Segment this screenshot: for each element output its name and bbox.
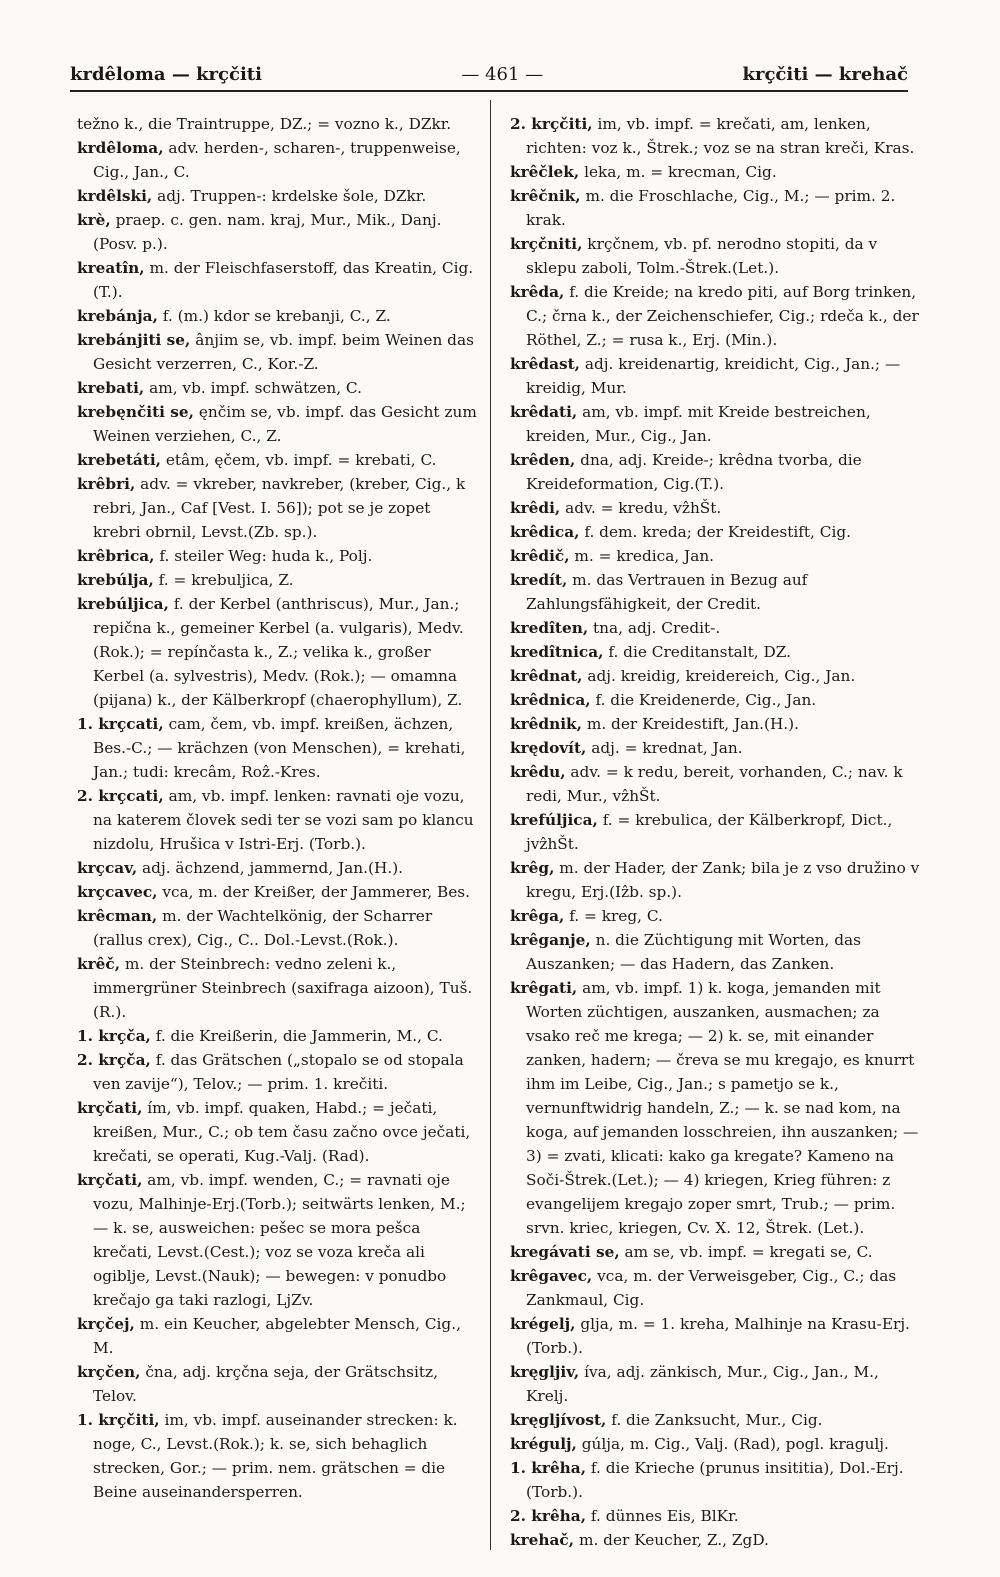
headword: krędovít,	[510, 739, 587, 757]
entry-definition: f. die Zanksucht, Mur., Cig.	[611, 1411, 823, 1429]
headword: krebúlja,	[77, 571, 154, 589]
dictionary-entry	[510, 1240, 920, 1264]
entry-definition: am, vb. impf. 1) k. koga, jemanden mit Worten züchtigen, auszanken, ausmachen; za vsako reč me krega; — 2) k. se, mit einander zanken, hadern; — čreva se mu kregajo, es knurrt ihm im Leibe, Cig., Jan.; s pametjo se k., vernunftwidrig handeln, Z.; — k. se nad kom, na koga, auf jemanden losschreien, ihn auszanken; — 3) = zvati, klicati: kako ga kregate? Kameno na Soči-Štrek.(Let.); — 4) kriegen, Krieg führen: z evangelijem kregajo zoper smrt, Trub.; — prim. srvn. kriec, kriegen, Cv. X. 12, Štrek. (Let.).	[526, 979, 919, 1237]
dictionary-entry	[77, 208, 482, 256]
dictionary-entry	[510, 544, 920, 568]
dictionary-entry	[77, 1408, 482, 1504]
entry-definition: f. der Kerbel (anthriscus), Mur., Jan.; repična k., gemeiner Kerbel (a. vulgaris), Medv.(Rok.); = repínčasta k., Z.; velika k., großer Kerbel (a. sylvestris), Medv. (Rok.); — omamna (pijana) k., der Kälberkropf (chaerophyllum), Z.	[93, 595, 464, 709]
dictionary-entry	[77, 184, 482, 208]
dictionary-entry	[510, 808, 920, 856]
entry-definition: f. die Kreißerin, die Jammerin, M., C.	[155, 1027, 443, 1045]
entry-definition: m. das Vertrauen in Bezug auf Zahlungsfähigkeit, der Credit.	[526, 571, 808, 613]
dictionary-entry	[510, 1504, 920, 1528]
dictionary-entry	[77, 712, 482, 784]
headword: krêden,	[510, 451, 576, 469]
dictionary-entry	[510, 232, 920, 280]
dictionary-entry	[510, 928, 920, 976]
entry-definition: am, vb. impf. schwätzen, C.	[149, 379, 362, 397]
dictionary-entry	[77, 544, 482, 568]
dictionary-entry	[510, 760, 920, 808]
dictionary-entry	[510, 1456, 920, 1504]
entry-definition: tna, adj. Credit-.	[593, 619, 721, 637]
page-number: — 461 —	[461, 63, 544, 85]
entry-definition: adv. = kredu, vẑhŠt.	[565, 499, 722, 517]
dictionary-entry	[510, 1528, 920, 1552]
entry-definition: adj. = krednat, Jan.	[591, 739, 743, 757]
headword: krebetáti,	[77, 451, 161, 469]
dictionary-entry	[77, 1360, 482, 1408]
headword: krehač,	[510, 1531, 575, 1549]
dictionary-entry	[510, 160, 920, 184]
headword: 1. krçcati,	[77, 715, 164, 733]
dictionary-entry	[77, 784, 482, 856]
headword: kredîtnica,	[510, 643, 604, 661]
dictionary-entry	[77, 592, 482, 712]
dictionary-entry	[77, 472, 482, 544]
entry-definition: íva, adj. zänkisch, Mur., Cig., Jan., M., Krelj.	[526, 1363, 879, 1405]
dictionary-entry	[510, 448, 920, 496]
entry-definition: f. die Kreide; na kredo piti, auf Borg trinken, C.; črna k., der Zeichenschiefer, Cig.; rdeča k., der Röthel, Z.; = rusa k., Erj. (Min.).	[526, 283, 919, 349]
entry-definition: f. steiler Weg: huda k., Polj.	[159, 547, 373, 565]
dictionary-entry	[77, 136, 482, 184]
entry-definition: m. der Kreidestift, Jan.(H.).	[586, 715, 799, 733]
entry-definition: am, vb. impf. mit Kreide bestreichen, kreiden, Mur., Cig., Jan.	[526, 403, 871, 445]
entry-definition: m. der Fleischfaserstoff, das Kreatin, Cig. (T.).	[93, 259, 474, 301]
headword: krêbri,	[77, 475, 136, 493]
headword: krêg,	[510, 859, 555, 877]
headword: kreatîn,	[77, 259, 145, 277]
headword: krçčej,	[77, 1315, 135, 1333]
entry-definition: glja, m. = 1. kreha, Malhinje na Krasu-Erj. (Torb.).	[526, 1315, 910, 1357]
headword: krêdati,	[510, 403, 578, 421]
headword: krçčati,	[77, 1099, 143, 1117]
entry-definition: am, vb. impf. wenden, C.; = ravnati oje vozu, Malhinje-Erj.(Torb.); seitwärts lenken, M.; — k. se, ausweichen: pešec se mora pešca krečati, Levst.(Cest.); voz se voza kreča ali ogiblje, Levst.(Nauk); — bewegen: v ponudbo krečajo ga taki razlogi, LjZv.	[93, 1171, 466, 1309]
dictionary-entry	[510, 736, 920, 760]
dictionary-entry	[510, 616, 920, 640]
entry-definition: adj. ächzend, jammernd, Jan.(H.).	[142, 859, 404, 877]
headword: 2. krçča,	[77, 1051, 151, 1069]
headword: krçcavec,	[77, 883, 158, 901]
headword: krebánjiti se,	[77, 331, 191, 349]
dictionary-entry	[510, 1264, 920, 1312]
left-running-head: krdêloma — krçčiti	[70, 63, 262, 85]
entry-definition: ęnčim se, vb. impf. das Gesicht zum Weinen verziehen, C., Z.	[93, 403, 477, 445]
right-running-head: krçčiti — krehač	[742, 63, 908, 85]
headword: kręgljiv,	[510, 1363, 580, 1381]
dictionary-entry	[77, 904, 482, 952]
entry-definition: f. die Kreidenerde, Cig., Jan.	[595, 691, 817, 709]
headword: krebęnčiti se,	[77, 403, 194, 421]
dictionary-entry	[510, 856, 920, 904]
headword: krdêlski,	[77, 187, 153, 205]
headword: krêdast,	[510, 355, 581, 373]
dictionary-entry	[77, 1024, 482, 1048]
headword: kredîten,	[510, 619, 589, 637]
entry-definition: m. die Froschlache, Cig., M.; — prim. 2. krak.	[526, 187, 896, 229]
entry-definition: f. das Grätschen („stopalo se od stopala ven zavije“), Telov.; — prim. 1. krečiti.	[93, 1051, 464, 1093]
entry-definition: čna, adj. krçčna seja, der Grätschsitz, Telov.	[93, 1363, 438, 1405]
dictionary-entry	[510, 520, 920, 544]
dictionary-entry	[510, 904, 920, 928]
dictionary-entry	[510, 352, 920, 400]
dictionary-entry	[77, 856, 482, 880]
dictionary-entry	[77, 1312, 482, 1360]
headword: krdêloma,	[77, 139, 164, 157]
headword: 1. krçčiti,	[77, 1411, 160, 1429]
headword: krebúljica,	[77, 595, 169, 613]
entry-definition: f. die Krieche (prunus insititia), Dol.-Erj.(Torb.).	[526, 1459, 904, 1501]
entry-definition: adv. = k redu, bereit, vorhanden, C.; nav. k redi, Mur., vẑhŠt.	[526, 763, 903, 805]
entry-definition: f. = kreg, C.	[569, 907, 663, 925]
headword: krefúljica,	[510, 811, 598, 829]
headword: krçcav,	[77, 859, 138, 877]
running-header	[70, 58, 908, 92]
dictionary-entry	[77, 880, 482, 904]
entry-definition: ím, vb. impf. quaken, Habd.; = ječati, kreißen, Mur., C.; ob tem času začno ovce ječati, krečati, se operati, Kug.-Valj. (Rad).	[93, 1099, 471, 1165]
headword: 2. krêha,	[510, 1507, 587, 1525]
entry-definition: cam, čem, vb. impf. kreißen, ächzen, Bes.-C.; — krächzen (von Menschen), = krehati, Jan.; tudi: krecâm, Roẑ.-Kres.	[93, 715, 466, 781]
dictionary-entry	[510, 688, 920, 712]
entry-definition: gúlja, m. Cig., Valj. (Rad), pogl. kragulj.	[581, 1435, 889, 1453]
dictionary-entry	[510, 496, 920, 520]
entry-definition: im, vb. impf. auseinander strecken: k. noge, C., Levst.(Rok.); k. se, sich behaglich strecken, Gor.; — prim. nem. grätschen = die Beine auseinandersperren.	[93, 1411, 458, 1501]
dictionary-entry	[77, 400, 482, 448]
left-column	[77, 112, 482, 1504]
dictionary-entry	[77, 376, 482, 400]
headword: kregávati se,	[510, 1243, 620, 1261]
entry-definition: m. der Wachtelkönig, der Scharrer (rallus crex), Cig., C.. Dol.-Levst.(Rok.).	[93, 907, 433, 949]
dictionary-entry	[77, 568, 482, 592]
entry-definition: praep. c. gen. nam. kraj, Mur., Mik., Danj. (Posv. p.).	[93, 211, 442, 253]
entry-definition: f. (m.) kdor se krebanji, C., Z.	[162, 307, 391, 325]
dictionary-entry	[510, 400, 920, 448]
headword: krçčati,	[77, 1171, 143, 1189]
entry-definition: f. = krebulica, der Kälberkropf, Dict., jvẑhŠt.	[526, 811, 893, 853]
headword: krêčlek,	[510, 163, 580, 181]
headword: krêga,	[510, 907, 565, 925]
dictionary-entry	[510, 568, 920, 616]
entry-definition: ânjim se, vb. impf. beim Weinen das Gesicht verzerren, C., Kor.-Z.	[93, 331, 474, 373]
headword: krebati,	[77, 379, 145, 397]
dictionary-entry	[510, 1360, 920, 1408]
headword: kręgljívost,	[510, 1411, 607, 1429]
entry-definition: etâm, ęčem, vb. impf. = krebati, C.	[165, 451, 437, 469]
dictionary-entry	[510, 112, 920, 160]
headword: krêbrica,	[77, 547, 155, 565]
headword: krêcman,	[77, 907, 158, 925]
right-column	[510, 112, 920, 1552]
entry-definition: dna, adj. Kreide-; krêdna tvorba, die Kreideformation, Cig.(T.).	[526, 451, 862, 493]
headword: kredít,	[510, 571, 568, 589]
entry-definition: m. der Hader, der Zank; bila je z vso družino v kregu, Erj.(Iẑb. sp.).	[526, 859, 920, 901]
headword: krêdnica,	[510, 691, 591, 709]
dictionary-entry	[77, 1048, 482, 1096]
dictionary-entry	[510, 640, 920, 664]
entry-definition: f. dem. kreda; der Kreidestift, Cig.	[584, 523, 852, 541]
headword: 2. krçcati,	[77, 787, 164, 805]
dictionary-entry	[510, 184, 920, 232]
entry-definition: am se, vb. impf. = kregati se, C.	[624, 1243, 873, 1261]
dictionary-entry	[510, 976, 920, 1240]
entry-definition: vca, m. der Verweisgeber, Cig., C.; das Zankmaul, Cig.	[526, 1267, 897, 1309]
dictionary-entry	[77, 256, 482, 304]
entry-definition: m. ein Keucher, abgelebter Mensch, Cig., M.	[93, 1315, 461, 1357]
headword: krêdič,	[510, 547, 570, 565]
headword: krêdica,	[510, 523, 580, 541]
dictionary-entry	[77, 304, 482, 328]
dictionary-entry	[77, 328, 482, 376]
entry-definition: adv. = vkreber, navkreber, (kreber, Cig., k rebri, Jan., Caf [Vest. I. 56]); pot se je zopet krebri obrnil, Levst.(Zb. sp.).	[93, 475, 466, 541]
headword: 2. krçčiti,	[510, 115, 593, 133]
headword: krêgati,	[510, 979, 578, 997]
dictionary-entry	[77, 112, 482, 136]
dictionary-entry	[510, 1432, 920, 1456]
headword: krêč,	[77, 955, 121, 973]
dictionary-entry	[510, 712, 920, 736]
entry-definition: vca, m. der Kreißer, der Jammerer, Bes.	[162, 883, 471, 901]
headword: krêdi,	[510, 499, 561, 517]
headword: krêganje,	[510, 931, 591, 949]
entry-definition: n. die Züchtigung mit Worten, das Auszanken; — das Hadern, das Zanken.	[526, 931, 862, 973]
entry-definition: krçčnem, vb. pf. nerodno stopiti, da v sklepu zaboli, Tolm.-Štrek.(Let.).	[526, 235, 878, 277]
headword: krêdu,	[510, 763, 566, 781]
dictionary-entry	[77, 1168, 482, 1312]
entry-definition: am, vb. impf. lenken: ravnati oje vozu, na katerem človek sedi ter se vozi sam po klancu nizdolu, Hrušica v Istri-Erj. (Torb.).	[93, 787, 474, 853]
entry-definition: f. die Creditanstalt, DZ.	[608, 643, 792, 661]
dictionary-entry	[510, 1408, 920, 1432]
entry-definition: im, vb. impf. = krečati, am, lenken, richten: voz k., Štrek.; voz se na stran kreči, Kras.	[526, 115, 915, 157]
entry-definition: leka, m. = krecman, Cig.	[584, 163, 777, 181]
headword: krçčniti,	[510, 235, 583, 253]
entry-definition: adj. kreidenartig, kreidicht, Cig., Jan.; — kreidig, Mur.	[526, 355, 901, 397]
headword: krégelj,	[510, 1315, 576, 1333]
dictionary-entry	[77, 1096, 482, 1168]
headword: krêdnik,	[510, 715, 582, 733]
entry-definition: adv. herden-, scharen-, truppenweise, Cig., Jan., C.	[93, 139, 461, 181]
headword: krêčnik,	[510, 187, 581, 205]
column-divider	[490, 100, 491, 1550]
entry-definition: f. = krebuljica, Z.	[158, 571, 294, 589]
entry-definition: f. dünnes Eis, BlKr.	[590, 1507, 739, 1525]
entry-definition: težno k., die Traintruppe, DZ.; = vozno k., DZkr.	[77, 115, 452, 133]
headword: 1. krçča,	[77, 1027, 151, 1045]
entry-definition: m. = kredica, Jan.	[574, 547, 715, 565]
headword: krçčen,	[77, 1363, 141, 1381]
headword: krêgavec,	[510, 1267, 593, 1285]
dictionary-entry	[510, 664, 920, 688]
entry-definition: m. der Keucher, Z., ZgD.	[578, 1531, 769, 1549]
headword: 1. krêha,	[510, 1459, 587, 1477]
entry-definition: adj. kreidig, kreidereich, Cig., Jan.	[587, 667, 856, 685]
headword: krebánja,	[77, 307, 158, 325]
headword: krégulj,	[510, 1435, 577, 1453]
dictionary-entry	[77, 952, 482, 1024]
headword: krêdnat,	[510, 667, 583, 685]
entry-definition: adj. Truppen-: krdelske šole, DZkr.	[157, 187, 427, 205]
dictionary-entry	[510, 280, 920, 352]
dictionary-entry	[77, 448, 482, 472]
dictionary-entry	[510, 1312, 920, 1360]
headword: krè,	[77, 211, 111, 229]
headword: krêda,	[510, 283, 565, 301]
entry-definition: m. der Steinbrech: vedno zeleni k., immergrüner Steinbrech (saxifraga aizoon), Tuš. (R.).	[93, 955, 473, 1021]
